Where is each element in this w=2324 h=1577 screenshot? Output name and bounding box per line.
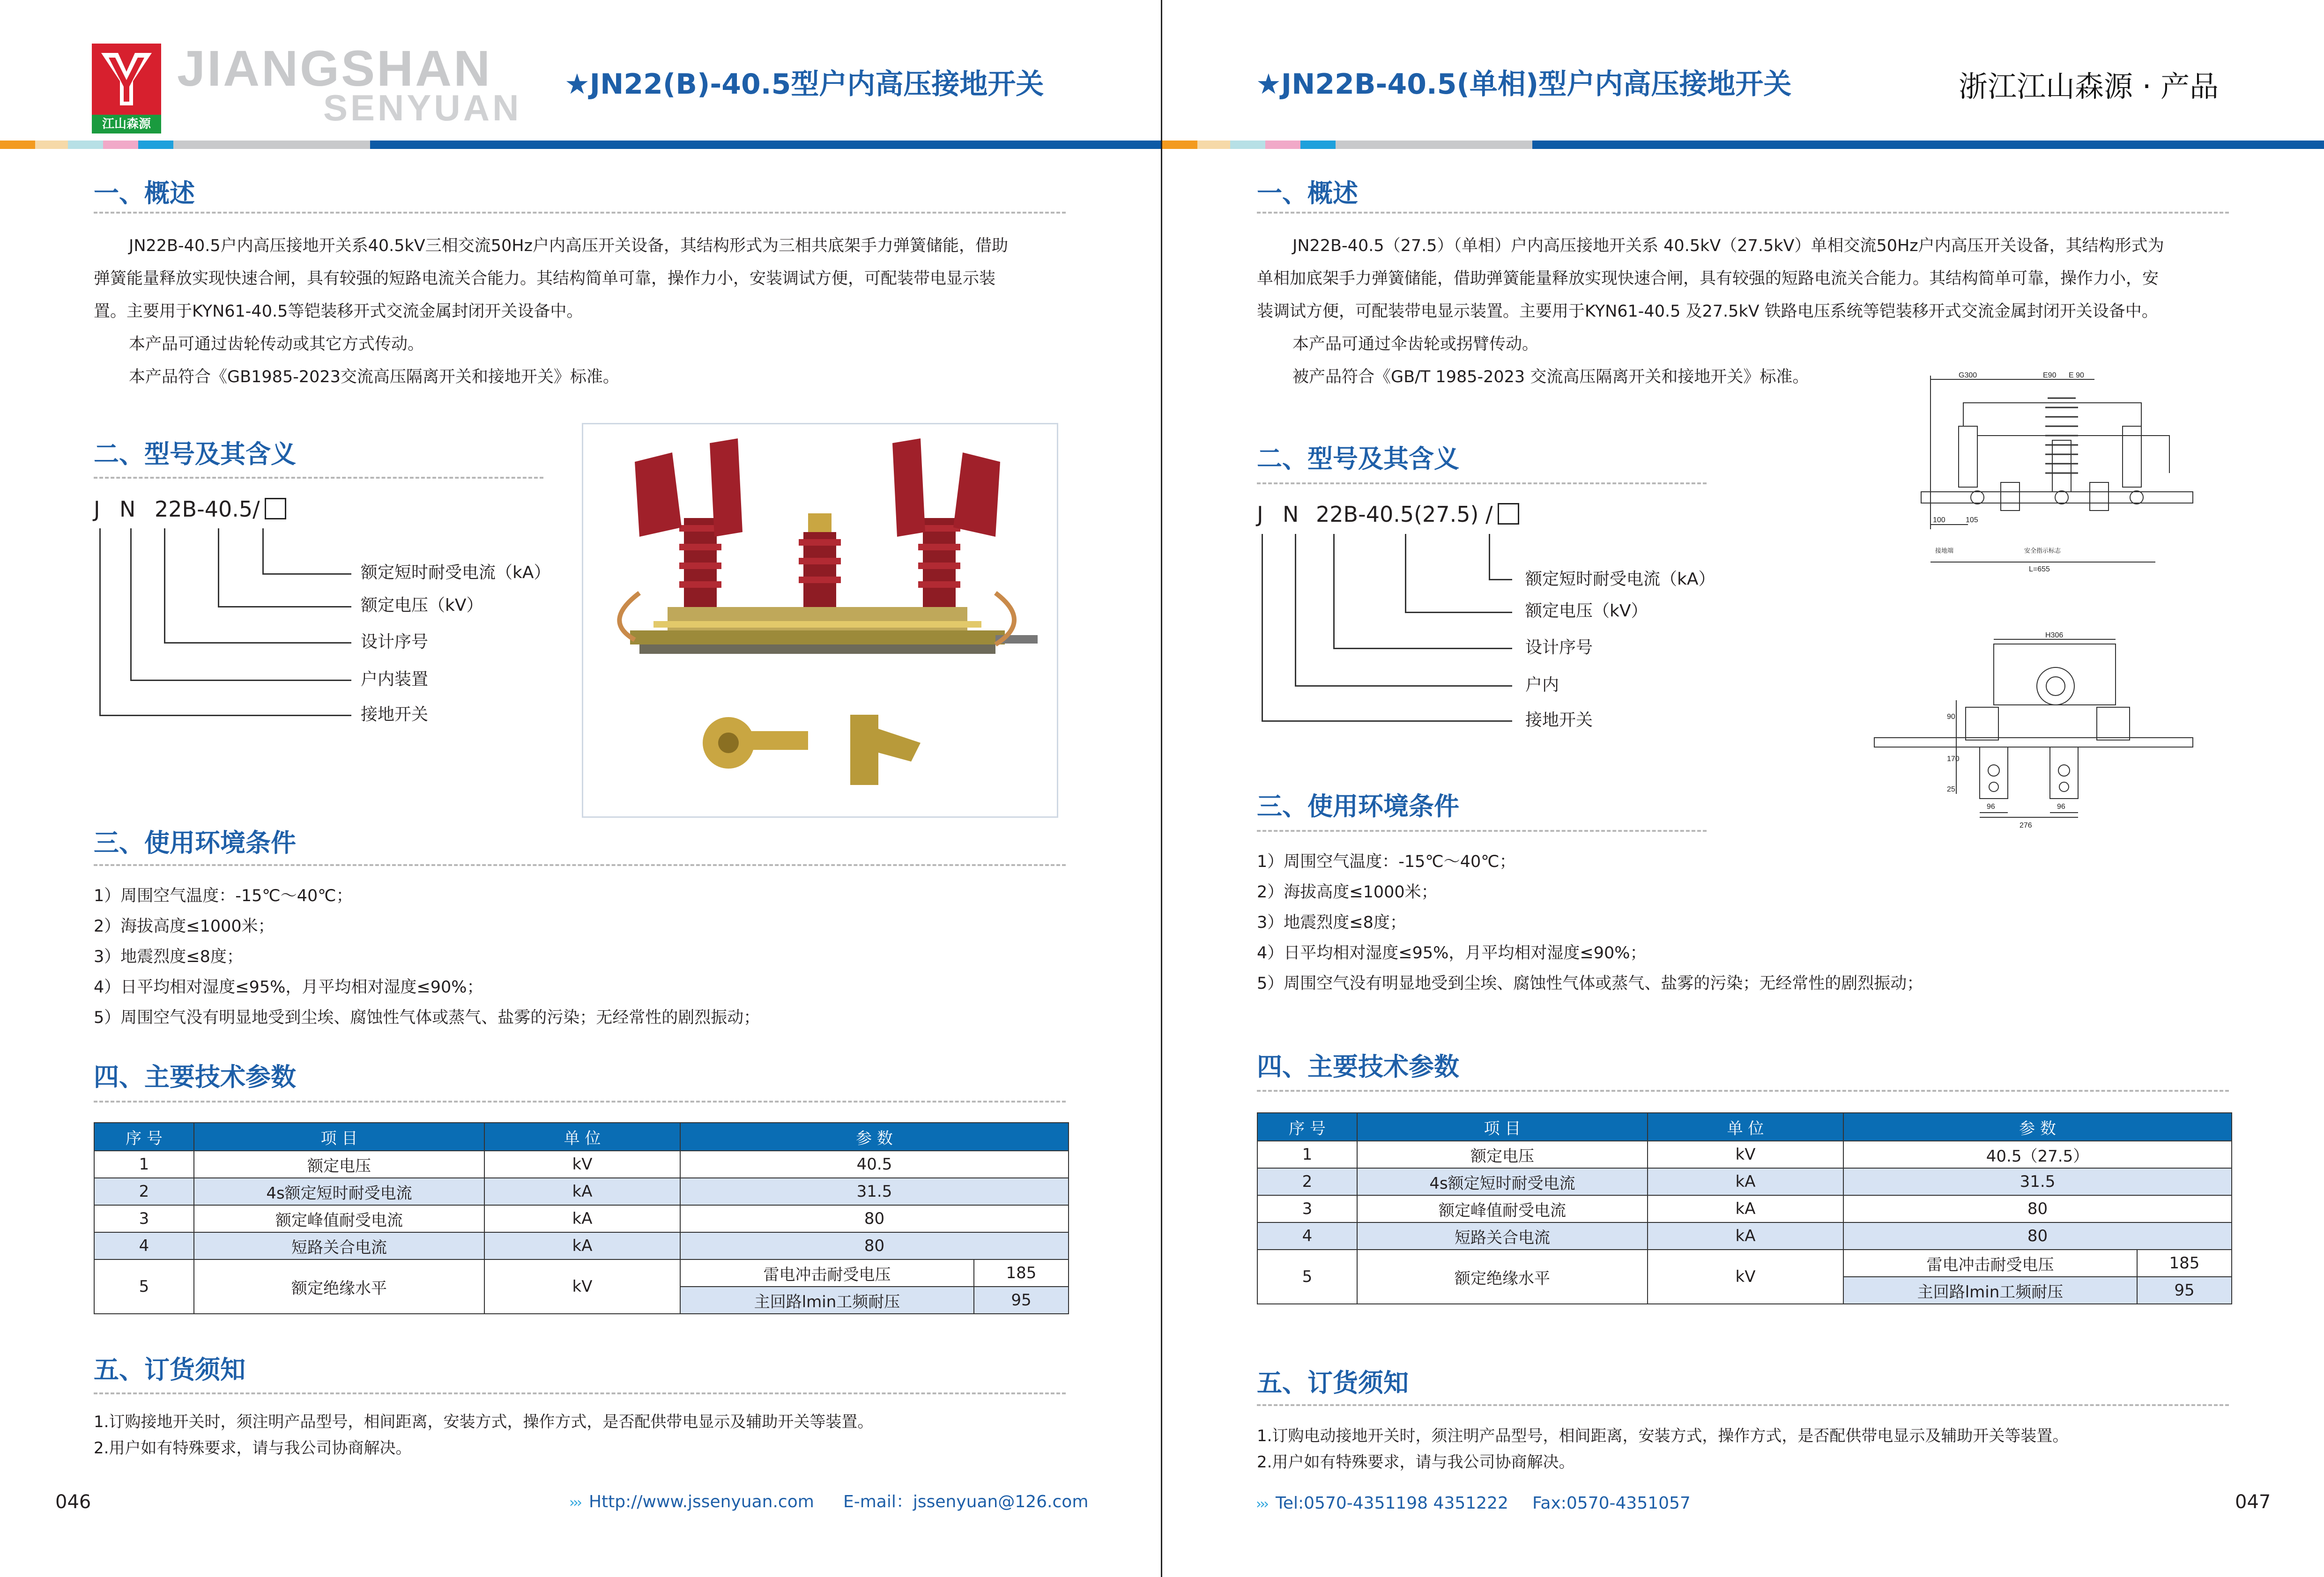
model-code-n: N xyxy=(119,496,136,522)
col-header-unit: 单 位 xyxy=(484,1123,680,1151)
table-row xyxy=(1257,1195,2232,1222)
leader-line xyxy=(164,528,165,643)
table-header-row xyxy=(1257,1113,2232,1141)
section-heading-model: 二、型号及其含义 xyxy=(1257,444,1459,474)
cell-unit: kV xyxy=(484,1151,680,1178)
environment-item: 5）周围空气没有明显地受到尘埃、腐蚀性气体或蒸气、盐雾的污染；无经常性的剧烈振动； xyxy=(94,1008,760,1027)
cell-no: 1 xyxy=(94,1151,194,1178)
dimension-drawing-front xyxy=(1907,370,2207,595)
table-row xyxy=(94,1205,1069,1232)
dim-e90-b: E 90 xyxy=(2069,371,2084,379)
cell-value: 40.5（27.5） xyxy=(1843,1141,2232,1168)
cell-item: 额定电压 xyxy=(1357,1141,1648,1168)
model-label-current: 额定短时耐受电流（kA） xyxy=(361,563,551,582)
cell-value: 80 xyxy=(1843,1195,2232,1222)
section-heading-overview: 一、概述 xyxy=(1257,178,1358,208)
cell-value: 95 xyxy=(974,1287,1069,1314)
col-header-unit: 单 位 xyxy=(1648,1113,1843,1141)
cell-no: 2 xyxy=(1257,1168,1357,1195)
dim-276: 276 xyxy=(2020,822,2032,829)
environment-item: 2）海拔高度≤1000米； xyxy=(94,917,275,936)
cell-unit: kA xyxy=(1648,1168,1843,1195)
cell-item: 4s额定短时耐受电流 xyxy=(1357,1168,1648,1195)
ordering-line: 2.用户如有特殊要求，请与我公司协商解决。 xyxy=(1257,1453,1575,1472)
cell-value: 40.5 xyxy=(680,1151,1069,1178)
stripe-segment xyxy=(68,141,103,149)
website-link[interactable]: ››› Http://www.jssenyuan.com xyxy=(569,1492,814,1511)
fax: Fax:0570-4351057 xyxy=(1532,1494,1691,1513)
dim-170: 170 xyxy=(1947,755,1960,763)
drawing-side-svg xyxy=(1872,630,2195,855)
leader-line xyxy=(218,606,351,607)
col-header-param: 参 数 xyxy=(1843,1113,2232,1141)
environment-item: 5）周围空气没有明显地受到尘埃、腐蚀性气体或蒸气、盐雾的污染；无经常性的剧烈振动； xyxy=(1257,974,1923,993)
cell-item: 额定峰值耐受电流 xyxy=(1357,1195,1648,1222)
ordering-line: 2.用户如有特殊要求，请与我公司协商解决。 xyxy=(94,1439,412,1458)
stripe-segment xyxy=(173,141,370,149)
dim-l655: L=655 xyxy=(2029,565,2050,573)
ordering-line: 1.订购接地开关时，须注明产品型号，相间距离，安装方式，操作方式，是否配供带电显示及辅助开关等装置。 xyxy=(94,1413,874,1431)
overview-line: 本产品符合《GB1985-2023交流高压隔离开关和接地开关》标准。 xyxy=(129,368,619,386)
dimension-drawing-side xyxy=(1872,630,2195,855)
page-title: ★JN22B-40.5(单相)型户内高压接地开关 xyxy=(1256,68,1792,101)
cell-no: 4 xyxy=(1257,1222,1357,1250)
section-heading-ordering: 五、订货须知 xyxy=(94,1355,245,1385)
cell-no: 1 xyxy=(1257,1141,1357,1168)
cell-no: 4 xyxy=(94,1232,194,1259)
col-header-item: 项 目 xyxy=(1357,1113,1648,1141)
cell-item: 短路关合电流 xyxy=(1357,1222,1648,1250)
col-header-no: 序 号 xyxy=(1257,1113,1357,1141)
dim-96-a: 96 xyxy=(1987,803,1995,811)
stripe-segment xyxy=(1230,141,1265,149)
model-code-rest: 22B-40.5(27.5) / xyxy=(1316,500,1519,528)
cell-no: 2 xyxy=(94,1178,194,1205)
overview-line: JN22B-40.5（27.5）（单相）户内高压接地开关系 40.5kV（27.5kV）单相交流50Hz户内高压开关设备，其结构形式为 xyxy=(1292,237,2164,255)
leader-line xyxy=(1295,685,1512,687)
divider xyxy=(1257,1090,2229,1092)
col-header-param: 参 数 xyxy=(680,1123,1069,1151)
leader-line xyxy=(1489,579,1512,580)
blank-box xyxy=(1498,503,1519,525)
dim-g300: G300 xyxy=(1959,371,1977,379)
environment-item: 4）日平均相对湿度≤95%，月平均相对湿度≤90%； xyxy=(94,978,483,997)
blank-box xyxy=(265,498,286,519)
logo-text: 江山森源 xyxy=(92,115,161,133)
cell-item: 额定电压 xyxy=(194,1151,484,1178)
earthing-switch-illustration xyxy=(583,424,1057,816)
page-title: ★JN22(B)-40.5型户内高压接地开关 xyxy=(564,68,1044,101)
model-label-earthing: 接地开关 xyxy=(1525,711,1593,730)
spec-table xyxy=(94,1122,1069,1314)
cell-value: 185 xyxy=(974,1259,1069,1287)
cell-value: 80 xyxy=(680,1232,1069,1259)
product-photo xyxy=(582,423,1058,818)
cell-item: 额定峰值耐受电流 xyxy=(194,1205,484,1232)
leader-line xyxy=(1489,534,1490,580)
leader-line xyxy=(164,642,351,644)
model-label-indoor: 户内 xyxy=(1525,675,1559,695)
cell-unit: kV xyxy=(484,1259,680,1314)
model-label-earthing: 接地开关 xyxy=(361,705,429,724)
environment-item: 1）周围空气温度：-15℃～40℃； xyxy=(1257,852,1516,871)
cell-value: 31.5 xyxy=(1843,1168,2232,1195)
cell-unit: kA xyxy=(484,1205,680,1232)
stripe-segment xyxy=(1197,141,1230,149)
divider xyxy=(1257,830,1707,832)
model-code-j: J xyxy=(94,496,100,522)
section-heading-model: 二、型号及其含义 xyxy=(94,439,296,469)
section-heading-environment: 三、使用环境条件 xyxy=(94,828,296,858)
cell-value: 31.5 xyxy=(680,1178,1069,1205)
dim-105: 105 xyxy=(1966,516,1978,524)
overview-line: 本产品可通过伞齿轮或拐臂传动。 xyxy=(1292,335,1539,354)
cell-subitem: 雷电冲击耐受电压 xyxy=(1843,1250,2137,1277)
stripe-segment xyxy=(1336,141,1532,149)
leader-line xyxy=(1262,534,1263,721)
cell-value: 80 xyxy=(680,1205,1069,1232)
stripe-segment xyxy=(1300,141,1336,149)
stripe-segment xyxy=(138,141,173,149)
divider xyxy=(94,864,1066,866)
spec-table xyxy=(1257,1112,2232,1304)
stripe-segment xyxy=(1265,141,1300,149)
model-label-current: 额定短时耐受电流（kA） xyxy=(1525,570,1715,589)
divider xyxy=(1257,212,2229,214)
leader-line xyxy=(130,528,132,681)
company-logo xyxy=(92,44,161,133)
table-row xyxy=(94,1151,1069,1178)
overview-line: 单相加底架手力弹簧储能，借助弹簧能量释放实现快速合闸，具有较强的短路电流关合能力。其结构简单可靠，操作力小，安 xyxy=(1257,269,2159,288)
dim-90: 90 xyxy=(1947,713,1955,721)
stripe-segment xyxy=(370,141,1162,149)
section-heading-overview: 一、概述 xyxy=(94,178,195,208)
overview-line: 本产品可通过齿轮传动或其它方式传动。 xyxy=(129,335,424,354)
label-earth-terminal: 接地端 xyxy=(1935,547,1954,554)
leader-line xyxy=(1405,534,1406,613)
stripe-segment xyxy=(35,141,68,149)
table-row xyxy=(1257,1168,2232,1195)
company-name: 浙江江山森源 · 产品 xyxy=(1959,69,2219,104)
arrow-icon: ››› xyxy=(1256,1496,1267,1512)
model-code-n: N xyxy=(1283,502,1299,527)
leader-line xyxy=(130,680,351,681)
leader-line xyxy=(1333,648,1512,649)
leader-line xyxy=(262,528,264,574)
environment-item: 3）地震烈度≤8度； xyxy=(94,948,243,966)
table-row xyxy=(1257,1141,2232,1168)
section-heading-specs: 四、主要技术参数 xyxy=(94,1062,296,1092)
section-heading-specs: 四、主要技术参数 xyxy=(1257,1052,1459,1081)
model-label-design: 设计序号 xyxy=(361,632,429,652)
cell-no: 5 xyxy=(94,1259,194,1314)
model-label-design: 设计序号 xyxy=(1525,638,1593,657)
brand-subname-en: SENYUAN xyxy=(323,87,522,128)
table-row xyxy=(94,1232,1069,1259)
stripe-segment xyxy=(1532,141,2324,149)
model-code-rest: 22B-40.5/ xyxy=(155,495,286,523)
right-page xyxy=(1162,0,2324,1577)
cell-value: 80 xyxy=(1843,1222,2232,1250)
environment-item: 4）日平均相对湿度≤95%，月平均相对湿度≤90%； xyxy=(1257,944,1647,962)
cell-no: 5 xyxy=(1257,1250,1357,1304)
table-row xyxy=(1257,1250,2232,1277)
environment-item: 2）海拔高度≤1000米； xyxy=(1257,883,1438,902)
page-number: 046 xyxy=(55,1491,91,1513)
cell-unit: kV xyxy=(1648,1250,1843,1304)
environment-item: 3）地震烈度≤8度； xyxy=(1257,913,1406,932)
cell-value: 95 xyxy=(2137,1277,2232,1304)
divider xyxy=(94,1101,1066,1103)
cell-item: 短路关合电流 xyxy=(194,1232,484,1259)
section-heading-ordering: 五、订货须知 xyxy=(1257,1368,1409,1398)
stripe-segment xyxy=(0,141,35,149)
leader-line xyxy=(1405,612,1512,613)
overview-line: 置。主要用于KYN61-40.5等铠装移开式交流金属封闭开关设备中。 xyxy=(94,302,583,321)
logo-mark-icon xyxy=(92,44,161,115)
table-header-row xyxy=(94,1123,1069,1151)
cell-value: 185 xyxy=(2137,1250,2232,1277)
cell-unit: kA xyxy=(484,1232,680,1259)
dim-h306: H306 xyxy=(2045,631,2064,639)
cell-no: 3 xyxy=(94,1205,194,1232)
leader-line xyxy=(1333,534,1335,649)
leader-line xyxy=(99,528,101,716)
overview-line: JN22B-40.5户内高压接地开关系40.5kV三相交流50Hz户内高压开关设备，其结构形式为三相共底架手力弹簧储能，借助 xyxy=(129,237,1008,255)
cell-unit: kA xyxy=(484,1178,680,1205)
table-row xyxy=(94,1259,1069,1287)
dim-e90-a: E90 xyxy=(2043,371,2057,379)
model-label-indoor: 户内装置 xyxy=(361,670,429,689)
cell-item: 4s额定短时耐受电流 xyxy=(194,1178,484,1205)
model-label-voltage: 额定电压（kV） xyxy=(361,596,483,615)
telephone: ››› Tel:0570-4351198 4351222 xyxy=(1256,1494,1508,1513)
ordering-line: 1.订购电动接地开关时，须注明产品型号，相间距离，安装方式，操作方式，是否配供带电显示及辅助开关等装置。 xyxy=(1257,1427,2069,1445)
model-code-j: J xyxy=(1257,502,1263,527)
divider xyxy=(94,477,543,479)
dim-96-b: 96 xyxy=(2057,803,2065,811)
cell-subitem: 主回路lmin工频耐压 xyxy=(680,1287,974,1314)
leader-line xyxy=(1295,534,1296,686)
environment-item: 1）周围空气温度：-15℃～40℃； xyxy=(94,887,353,905)
divider xyxy=(94,212,1066,214)
leader-line xyxy=(262,573,351,575)
arrow-icon: ››› xyxy=(569,1495,580,1511)
overview-line: 被产品符合《GB/T 1985-2023 交流高压隔离开关和接地开关》标准。 xyxy=(1292,368,1809,386)
cell-unit: kV xyxy=(1648,1141,1843,1168)
stripe-segment xyxy=(103,141,138,149)
dim-100: 100 xyxy=(1933,516,1945,524)
divider xyxy=(1257,1404,2229,1406)
model-label-voltage: 额定电压（kV） xyxy=(1525,601,1648,621)
label-safety-sign: 安全指示标志 xyxy=(2024,547,2061,554)
leader-line xyxy=(218,528,219,607)
overview-line: 装调试方便，可配装带电显示装置。主要用于KYN61-40.5 及27.5kV 铁路电压系统等铠装移开式交流金属封闭开关设备中。 xyxy=(1257,302,2158,321)
divider xyxy=(1257,482,1707,484)
table-row xyxy=(94,1178,1069,1205)
section-heading-environment: 三、使用环境条件 xyxy=(1257,792,1459,821)
cell-subitem: 主回路lmin工频耐压 xyxy=(1843,1277,2137,1304)
table-row xyxy=(1257,1222,2232,1250)
dim-25: 25 xyxy=(1947,785,1955,793)
cell-item: 额定绝缘水平 xyxy=(1357,1250,1648,1304)
page-number: 047 xyxy=(2235,1491,2271,1513)
cell-unit: kA xyxy=(1648,1195,1843,1222)
drawing-front-svg xyxy=(1907,370,2207,595)
leader-line xyxy=(99,715,351,716)
brand-name-en: JIANGSHAN xyxy=(177,40,492,96)
email-link[interactable]: E-mail：jssenyuan@126.com xyxy=(843,1492,1089,1511)
cell-no: 3 xyxy=(1257,1195,1357,1222)
overview-line: 弹簧能量释放实现快速合闸，具有较强的短路电流关合能力。其结构简单可靠，操作力小，安装调试方便，可配装带电显示装 xyxy=(94,269,996,288)
divider xyxy=(94,1392,1066,1394)
leader-line xyxy=(1262,720,1512,722)
cell-item: 额定绝缘水平 xyxy=(194,1259,484,1314)
col-header-no: 序 号 xyxy=(94,1123,194,1151)
cell-subitem: 雷电冲击耐受电压 xyxy=(680,1259,974,1287)
col-header-item: 项 目 xyxy=(194,1123,484,1151)
cell-unit: kA xyxy=(1648,1222,1843,1250)
stripe-segment xyxy=(1162,141,1197,149)
